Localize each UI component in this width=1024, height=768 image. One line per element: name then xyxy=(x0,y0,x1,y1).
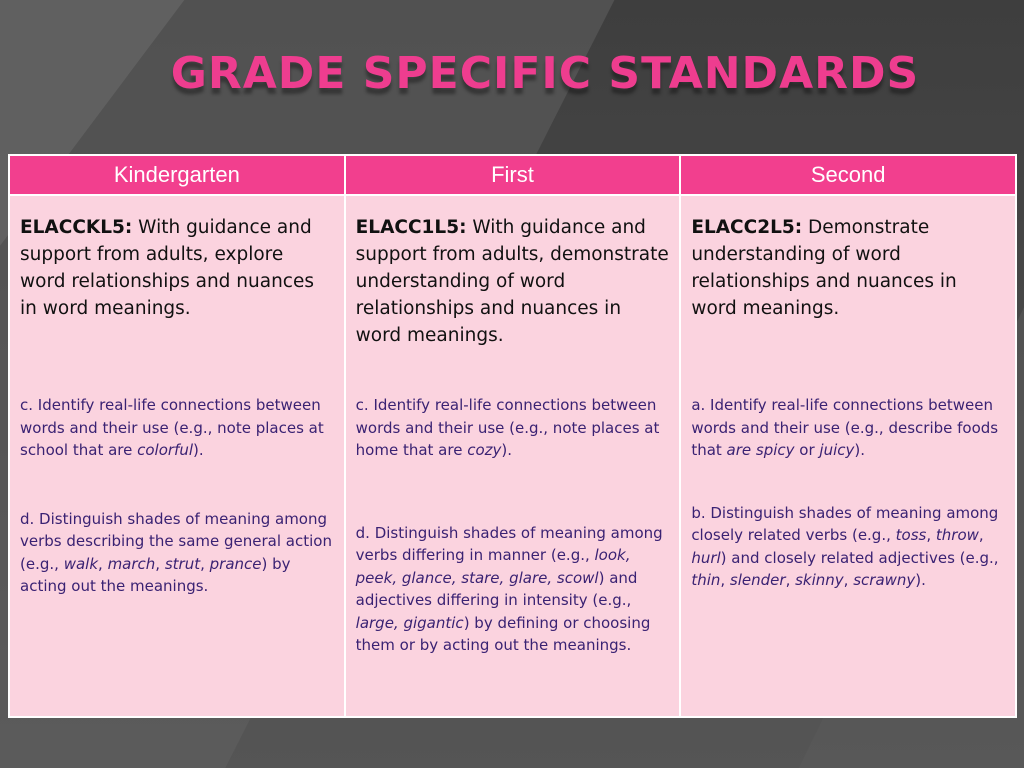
main-standard xyxy=(20,214,334,394)
slide-title: GRADE SPECIFIC STANDARDS xyxy=(170,48,920,99)
standards-row xyxy=(9,195,1016,717)
column-header-kindergarten: Kindergarten xyxy=(9,155,345,195)
standard-text: Demonstrate understanding of word relationships and nuances in word meanings. xyxy=(691,217,957,319)
column-header-first: First xyxy=(345,155,681,195)
sub-standard: d. Distinguish shades of meaning among verbs differing in manner (e.g., look, peek, glance, stare, glare, scowl) and adjectives differing in intensity (e.g., large, gigantic) by defining or choosing them or by acting out the meanings. xyxy=(355,523,663,654)
sub-standard: c. Identify real-life connections between words and their use (e.g., note places at home that are cozy). xyxy=(355,396,660,459)
standards-table xyxy=(8,154,1017,718)
column-header-second: Second xyxy=(680,155,1016,195)
main-standard xyxy=(356,214,670,394)
sub-standard: d. Distinguish shades of meaning among verbs describing the same general action (e.g., walk, march, strut, prance) by acting out the meanings. xyxy=(20,509,332,595)
cell-first xyxy=(345,195,681,717)
standard-code: ELACCKL5: xyxy=(20,217,133,238)
main-standard xyxy=(691,214,1005,394)
standard-text: With guidance and support from adults, demonstrate understanding of word relationships and nuances in word meanings. xyxy=(355,217,669,346)
sub-standard: c. Identify real-life connections between words and their use (e.g., note places at school that are colorful). xyxy=(20,396,324,459)
sub-standard: b. Distinguish shades of meaning among closely related verbs (e.g., toss, throw, hurl) and closely related adjectives (e.g., thin, slender, skinny, scrawny). xyxy=(691,503,999,589)
standard-text: With guidance and support from adults, explore word relationships and nuances in word meanings. xyxy=(20,217,315,319)
sub-standard: a. Identify real-life connections between words and their use (e.g., describe foods that are spicy or juicy). xyxy=(691,396,999,459)
header-row xyxy=(9,155,1016,195)
standard-code: ELACC1L5: xyxy=(355,217,467,238)
cell-kindergarten xyxy=(9,195,345,717)
standard-code: ELACC2L5: xyxy=(691,217,803,238)
cell-second xyxy=(680,195,1016,717)
